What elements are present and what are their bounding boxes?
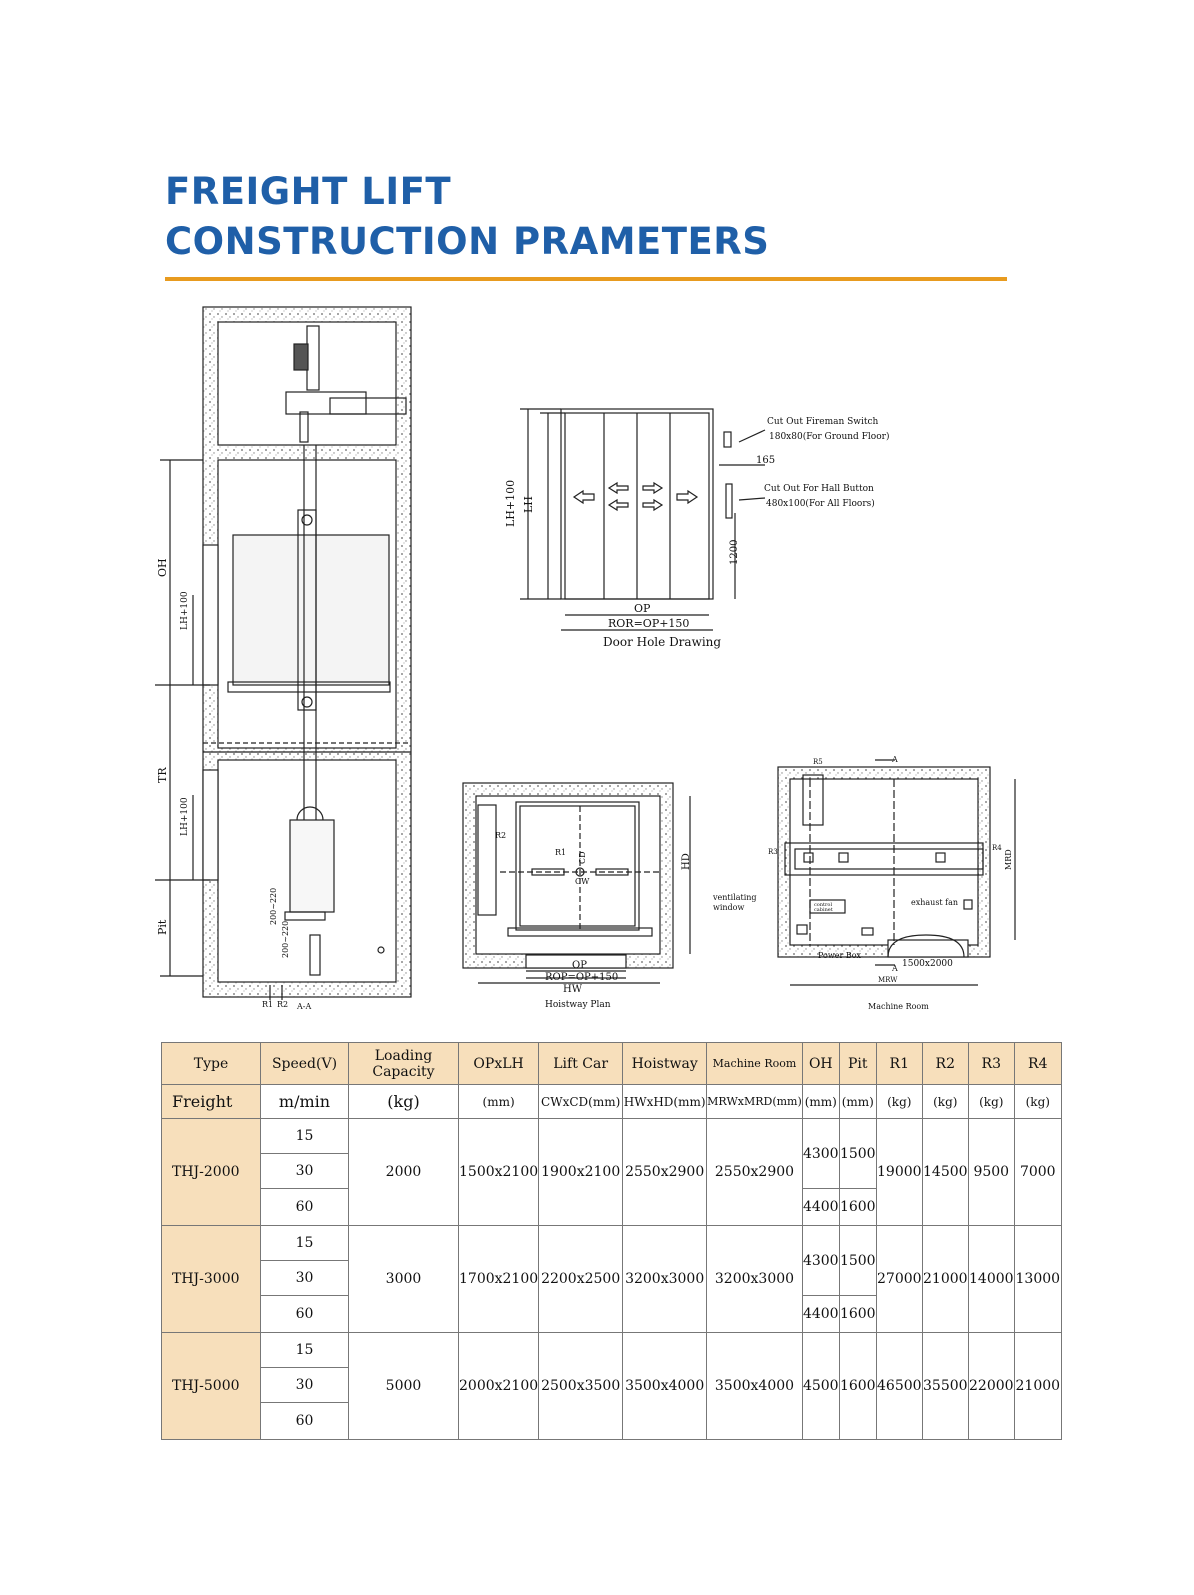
- type-cell: THJ-3000: [162, 1226, 261, 1333]
- r4-cell: 21000: [1014, 1333, 1061, 1440]
- door-lh100-label: LH+100: [504, 479, 517, 527]
- car-cell: 1900x2100: [539, 1119, 623, 1226]
- pit-cell: 1500: [839, 1226, 876, 1296]
- hdr2-r4: (kg): [1014, 1085, 1061, 1119]
- hdr2-pit: (mm): [839, 1085, 876, 1119]
- hoistway-plan-caption: Hoistway Plan: [545, 1000, 611, 1010]
- hdr-r1: R1: [876, 1043, 922, 1085]
- hdr-r3: R3: [968, 1043, 1014, 1085]
- hdr2-hoistway: HWxHD(mm): [623, 1085, 707, 1119]
- hdr-speed: Speed(V): [261, 1043, 349, 1085]
- plan-rop-label: ROP=OP+150: [545, 972, 619, 983]
- oh-cell: 4500: [802, 1333, 839, 1440]
- plan-hd-label: HD: [681, 853, 692, 870]
- plan-r2-mark: R2: [495, 831, 507, 840]
- section-a-top-mark: A: [892, 755, 898, 764]
- r1-cell: 27000: [876, 1226, 922, 1333]
- speed-cell: 60: [261, 1403, 349, 1440]
- hdr2-car: CWxCD(mm): [539, 1085, 623, 1119]
- r3-cell: 9500: [968, 1119, 1014, 1226]
- hdr-loading: [349, 1043, 459, 1085]
- power-box-label: Power Box: [818, 951, 862, 960]
- machine-room-drawing: [778, 760, 1015, 985]
- section-a-bottom-mark: A: [892, 964, 898, 973]
- hdr-r4: R4: [1014, 1043, 1061, 1085]
- plan-op-label: OP: [572, 960, 587, 971]
- dim-200-220-b: 200~220: [281, 920, 290, 958]
- oh-label: OH: [156, 558, 169, 577]
- type-cell: THJ-2000: [162, 1119, 261, 1226]
- section-aa-mark: A-A: [297, 1002, 312, 1011]
- hoistway-cell: 3500x4000: [623, 1333, 707, 1440]
- door-op-label: OP: [634, 602, 651, 615]
- vent-window-label-2: window: [713, 903, 745, 912]
- oh-cell: 4400: [802, 1189, 839, 1226]
- capacity-cell: 5000: [349, 1333, 459, 1440]
- page-title-line2: CONSTRUCTION PRAMETERS: [165, 220, 770, 263]
- oplh-cell: 1700x2100: [459, 1226, 539, 1333]
- door-hole-caption: Door Hole Drawing: [603, 635, 722, 649]
- pit-cell: 1600: [839, 1296, 876, 1333]
- oplh-cell: 1500x2100: [459, 1119, 539, 1226]
- tr-label: TR: [156, 767, 169, 783]
- r1-cell: 46500: [876, 1333, 922, 1440]
- hdr2-r2: (kg): [922, 1085, 968, 1119]
- control-cabinet-label-1: control: [814, 902, 833, 908]
- lh100-bottom-label: LH+100: [180, 797, 190, 836]
- pit-label: Pit: [156, 919, 169, 935]
- hdr2-type: Freight: [162, 1085, 261, 1119]
- hdr-oplh: OPxLH: [459, 1043, 539, 1085]
- machine-mrd-label: MRD: [1004, 849, 1013, 870]
- capacity-cell: 3000: [349, 1226, 459, 1333]
- r2-cell: 21000: [922, 1226, 968, 1333]
- dim-1200: 1200: [729, 539, 740, 565]
- lh100-top-label: LH+100: [180, 591, 190, 630]
- pit-cell: 1500: [839, 1119, 876, 1189]
- machine-mrw-label: MRW: [878, 976, 898, 984]
- hdr2-r3: (kg): [968, 1085, 1014, 1119]
- hdr2-oplh: (mm): [459, 1085, 539, 1119]
- r2-cell: 14500: [922, 1119, 968, 1226]
- machine-r5-mark: R5: [813, 758, 823, 766]
- hdr2-r1: (kg): [876, 1085, 922, 1119]
- header-row-1: [162, 1043, 1062, 1085]
- table-row: [162, 1119, 1062, 1154]
- plan-cd-mark: CD: [578, 851, 587, 864]
- car-cell: 2200x2500: [539, 1226, 623, 1333]
- hdr-machine: Machine Room: [707, 1043, 803, 1085]
- spec-table: [161, 1042, 1062, 1440]
- car-cell: 2500x3500: [539, 1333, 623, 1440]
- dim-165: 165: [756, 455, 776, 466]
- r4-cell: 13000: [1014, 1226, 1061, 1333]
- table-row: [162, 1226, 1062, 1261]
- hdr-car: Lift Car: [539, 1043, 623, 1085]
- r4-cell: 7000: [1014, 1119, 1061, 1226]
- machine-cell: 3500x4000: [707, 1333, 803, 1440]
- hdr2-oh: (mm): [802, 1085, 839, 1119]
- speed-cell: 60: [261, 1189, 349, 1226]
- plan-r1-mark: R1: [555, 848, 567, 857]
- section-drawing: [155, 307, 411, 1000]
- hdr-type: Type: [162, 1043, 261, 1085]
- speed-cell: 30: [261, 1261, 349, 1296]
- r3-cell: 22000: [968, 1333, 1014, 1440]
- door-ror-label: ROR=OP+150: [608, 617, 690, 630]
- hdr-pit: Pit: [839, 1043, 876, 1085]
- r1-mark: R1: [262, 1000, 274, 1009]
- pit-cell: 1600: [839, 1333, 876, 1440]
- oh-cell: 4300: [802, 1119, 839, 1189]
- plan-cw-mark: CW: [575, 877, 590, 886]
- hall-button-label: Cut Out For Hall Button: [764, 484, 874, 494]
- speed-cell: 30: [261, 1368, 349, 1403]
- hoistway-cell: 2550x2900: [623, 1119, 707, 1226]
- r1-cell: 19000: [876, 1119, 922, 1226]
- capacity-cell: 2000: [349, 1119, 459, 1226]
- machine-cell: 2550x2900: [707, 1119, 803, 1226]
- header-row-2: [162, 1085, 1062, 1119]
- fireman-switch-label: Cut Out Fireman Switch: [767, 417, 879, 427]
- hdr-loading-2: Capacity: [372, 1063, 435, 1080]
- r2-cell: 35500: [922, 1333, 968, 1440]
- dim-200-220-a: 200~220: [269, 887, 278, 925]
- hdr-hoistway: Hoistway: [623, 1043, 707, 1085]
- oh-cell: 4400: [802, 1296, 839, 1333]
- exhaust-fan-label: exhaust fan: [911, 898, 959, 907]
- hoistway-cell: 3200x3000: [623, 1226, 707, 1333]
- type-cell: THJ-5000: [162, 1333, 261, 1440]
- machine-room-caption: Machine Room: [868, 1002, 929, 1011]
- hdr-r2: R2: [922, 1043, 968, 1085]
- machine-cell: 3200x3000: [707, 1226, 803, 1333]
- hdr2-loading: (kg): [349, 1085, 459, 1119]
- machine-door-size: 1500x2000: [902, 959, 953, 969]
- speed-cell: 15: [261, 1333, 349, 1368]
- hall-button-size: 480x100(For All Floors): [766, 499, 875, 509]
- oplh-cell: 2000x2100: [459, 1333, 539, 1440]
- hdr-oh: OH: [802, 1043, 839, 1085]
- pit-cell: 1600: [839, 1189, 876, 1226]
- fireman-switch-size: 180x80(For Ground Floor): [769, 432, 890, 442]
- r2-mark: R2: [277, 1000, 289, 1009]
- speed-cell: 15: [261, 1119, 349, 1154]
- hdr2-machine: MRWxMRD(mm): [707, 1085, 803, 1119]
- hdr2-speed: m/min: [261, 1085, 349, 1119]
- control-cabinet-label-2: cabinet: [814, 907, 833, 913]
- r3-cell: 14000: [968, 1226, 1014, 1333]
- door-lh-label: LH: [522, 496, 535, 513]
- hdr-loading-1: Loading: [374, 1047, 433, 1064]
- door-hole-drawing: [520, 409, 765, 630]
- speed-cell: 30: [261, 1154, 349, 1189]
- machine-r3-mark: R3: [768, 848, 778, 856]
- page-title-line1: FREIGHT LIFT: [165, 170, 452, 213]
- speed-cell: 15: [261, 1226, 349, 1261]
- speed-cell: 60: [261, 1296, 349, 1333]
- machine-r4-mark: R4: [992, 844, 1002, 852]
- oh-cell: 4300: [802, 1226, 839, 1296]
- vent-window-label-1: ventilating: [713, 893, 757, 902]
- plan-hw-label: HW: [563, 984, 582, 995]
- table-row: [162, 1333, 1062, 1368]
